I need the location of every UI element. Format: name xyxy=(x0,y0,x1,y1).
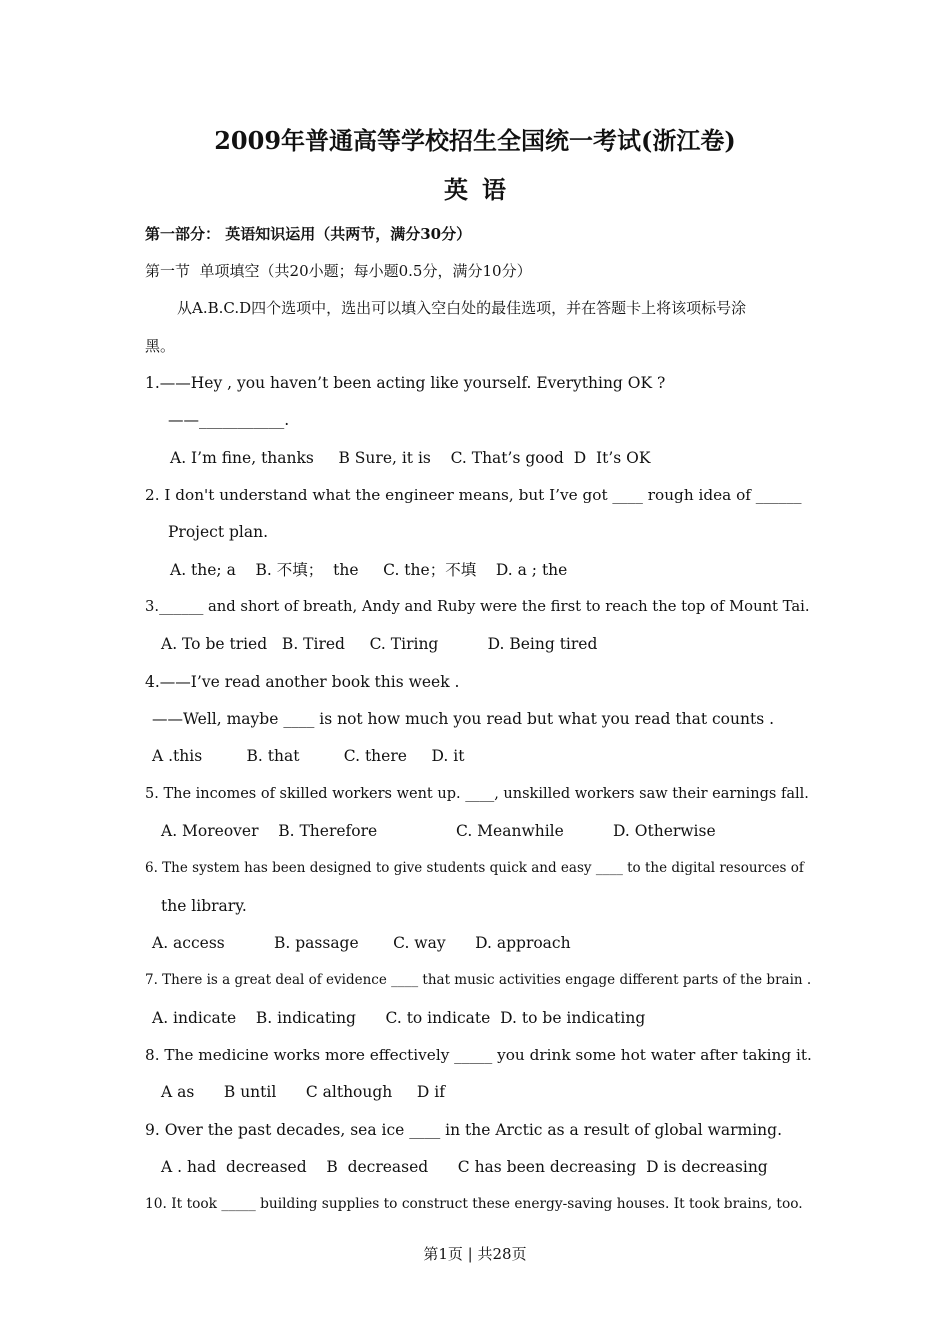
question-8-stem: 8. The medicine works more effectively _____ you drink some hot water after taking it. xyxy=(145,1046,812,1064)
question-5-stem: 5. The incomes of skilled workers went up. ____, unskilled workers saw their earnings fall. xyxy=(145,786,809,802)
question-1-stem: 1.——Hey , you haven’t been acting like yourself. Everything OK ? xyxy=(145,374,666,392)
question-6-stem: 6. The system has been designed to give students quick and easy ____ to the digital resources of xyxy=(145,860,804,876)
part-heading: 第一部分： 英语知识运用（共两节，满分30分） xyxy=(145,225,472,243)
question-2-stem-continued: Project plan. xyxy=(168,523,269,541)
question-4-stem: 4.——I’ve read another book this week . xyxy=(145,673,460,691)
question-6-options: A. access B. passage C. way D. approach xyxy=(152,934,571,952)
page-number: 第1页 | 共28页 xyxy=(423,1245,527,1263)
question-1-options: A. I’m fine, thanks B Sure, it is C. That’s good D It’s OK xyxy=(170,449,651,467)
question-9-options: A . had decreased B decreased C has been decreasing D is decreasing xyxy=(161,1158,768,1176)
instructions: 从A.B.C.D四个选项中，选出可以填入空白处的最佳选项，并在答题卡上将该项标号涂 xyxy=(177,299,747,317)
document-title: 2009年普通高等学校招生全国统一考试(浙江卷) xyxy=(214,126,736,155)
section-heading: 第一节 单项填空（共20小题；每小题0.5分，满分10分） xyxy=(145,262,532,280)
question-1-reply: ——___________. xyxy=(168,411,290,429)
question-4-options: A .this B. that C. there D. it xyxy=(152,747,465,765)
question-2-stem: 2. I don't understand what the engineer means, but I’ve got ____ rough idea of ______ xyxy=(145,486,802,504)
question-4-reply: ——Well, maybe ____ is not how much you read but what you read that counts . xyxy=(152,710,775,728)
subject-heading: 英语 xyxy=(444,175,520,204)
question-7-stem: 7. There is a great deal of evidence ____ that music activities engage different parts of the brain . xyxy=(145,972,812,988)
question-7-options: A. indicate B. indicating C. to indicate D. to be indicating xyxy=(152,1009,646,1027)
instructions-continued: 黑。 xyxy=(145,337,176,355)
question-6-stem-continued: the library. xyxy=(161,897,247,915)
question-8-options: A as B until C although D if xyxy=(161,1083,445,1101)
question-3-options: A. To be tried B. Tired C. Tiring D. Being tired xyxy=(161,635,598,653)
question-2-options: A. the; a B. 不填； the C. the；不填 D. a ; the xyxy=(170,561,568,579)
question-5-options: A. Moreover B. Therefore C. Meanwhile D. Otherwise xyxy=(161,822,716,840)
question-9-stem: 9. Over the past decades, sea ice ____ in the Arctic as a result of global warming. xyxy=(145,1121,782,1139)
question-3-stem: 3.______ and short of breath, Andy and Ruby were the first to reach the top of Mount Tai. xyxy=(145,598,810,615)
question-10-stem: 10. It took _____ building supplies to construct these energy-saving houses. It took brains, too. xyxy=(145,1196,803,1212)
